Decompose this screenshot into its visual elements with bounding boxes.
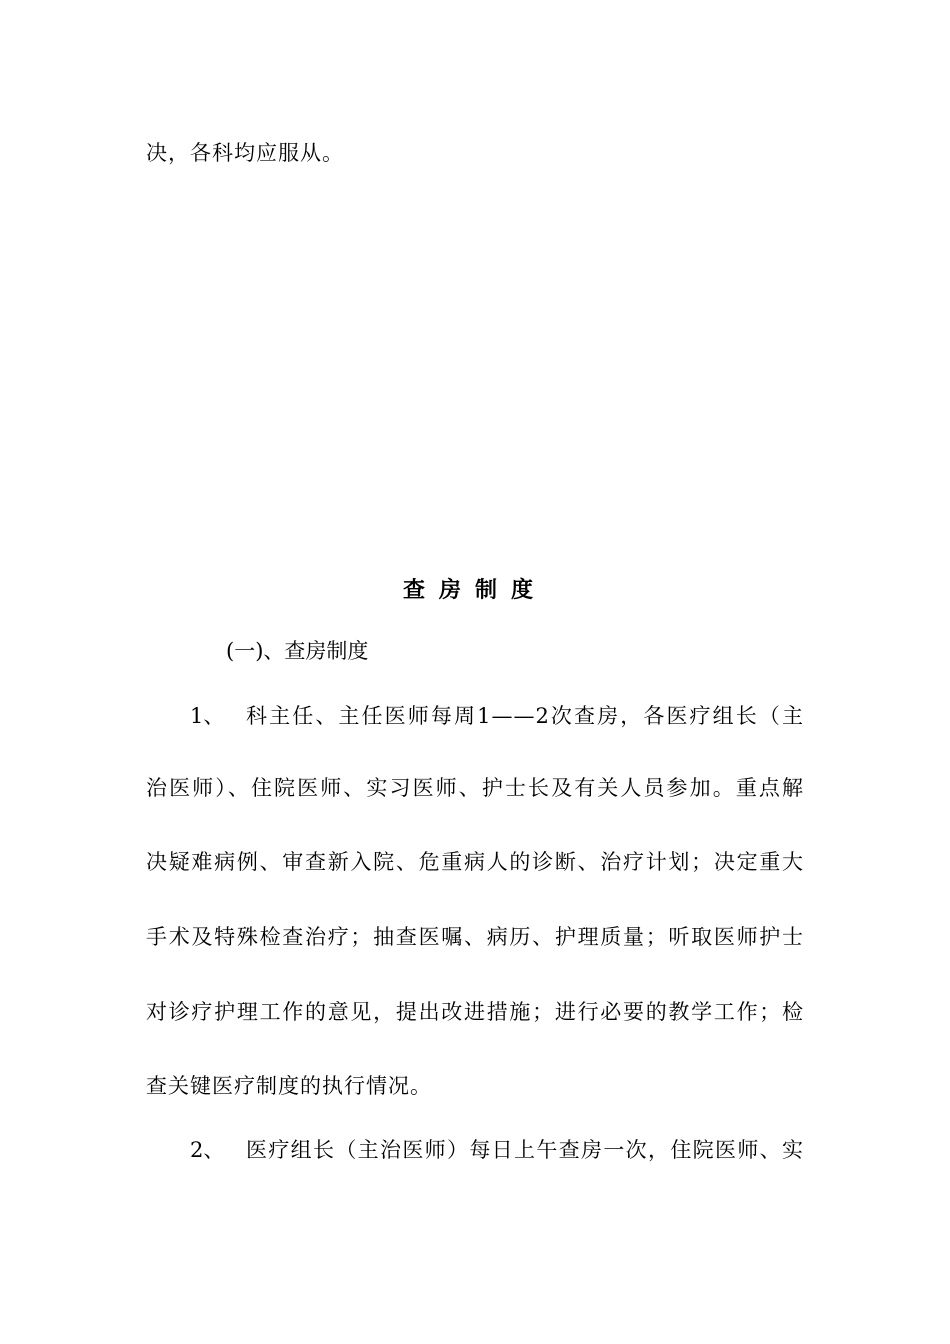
item-2-line-1: 医疗组长（主治医师）每日上午查房一次，住院医师、实: [246, 1138, 804, 1162]
item-number-1: 1、: [190, 704, 225, 728]
document-title: 查房制度: [402, 577, 547, 603]
item-1-line-4: 手术及特殊检查治疗；抽查医嘱、病历、护理质量；听取医师护士: [146, 925, 804, 949]
item-number-2: 2、: [190, 1138, 225, 1162]
item-1-line-3: 决疑难病例、审查新入院、危重病人的诊断、治疗计划；决定重大: [146, 850, 804, 874]
item-1-line-1: 科主任、主任医师每周1——2次查房，各医疗组长（主: [246, 704, 804, 728]
carryover-paragraph-line: 决，各科均应服从。: [146, 141, 344, 165]
item-1-line-6: 查关键医疗制度的执行情况。: [146, 1074, 432, 1098]
section-heading: (一)、查房制度: [226, 639, 369, 663]
item-1-line-2: 治医师）、住院医师、实习医师、护士长及有关人员参加。重点解: [146, 776, 804, 800]
item-1-line-5: 对诊疗护理工作的意见，提出改进措施；进行必要的教学工作；检: [146, 1000, 804, 1024]
